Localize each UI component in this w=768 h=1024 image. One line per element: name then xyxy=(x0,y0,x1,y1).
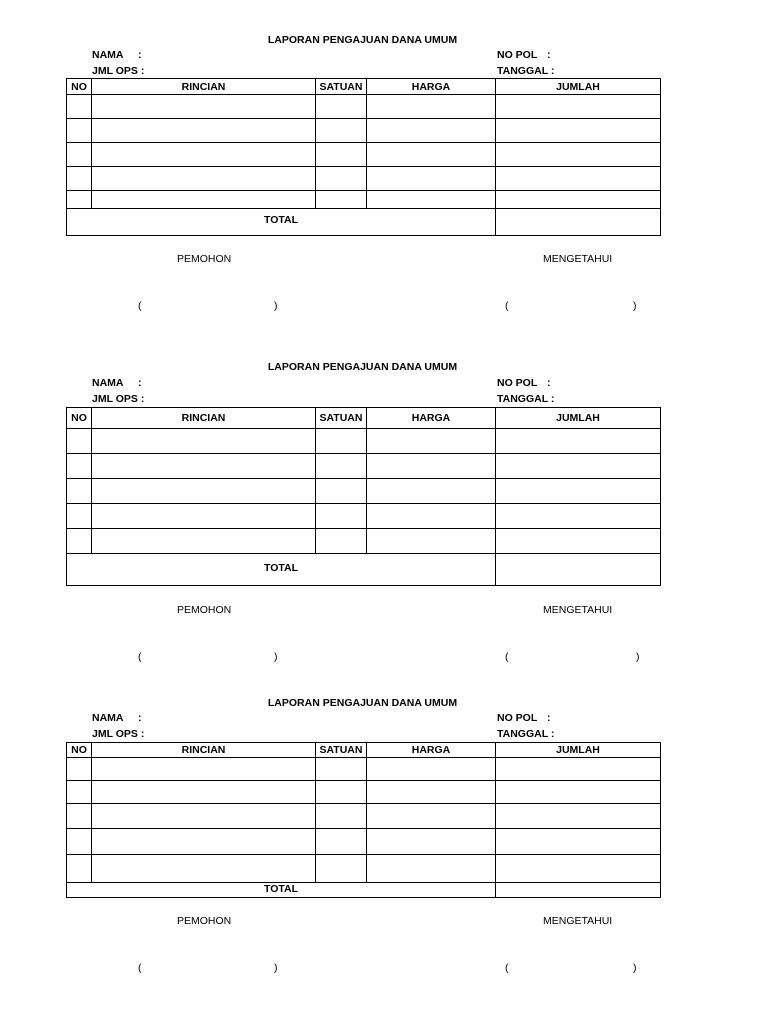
pemohon-sign-open-paren: ( xyxy=(138,962,142,974)
total-label: TOTAL xyxy=(67,209,496,236)
cell-satuan[interactable] xyxy=(316,804,367,829)
header-no: NO xyxy=(67,79,92,95)
cell-jumlah[interactable] xyxy=(496,529,661,554)
table-row xyxy=(67,454,661,479)
tanggal-label: TANGGAL : xyxy=(497,393,555,405)
cell-rincian[interactable] xyxy=(92,167,316,191)
jml-ops-label: JML OPS : xyxy=(92,728,145,740)
no-pol-label: NO POL xyxy=(497,49,538,61)
cell-no[interactable] xyxy=(67,855,92,883)
pemohon-sign-open-paren: ( xyxy=(138,300,142,312)
cell-rincian[interactable] xyxy=(92,504,316,529)
total-value-cell[interactable] xyxy=(496,209,661,236)
cell-no[interactable] xyxy=(67,167,92,191)
pemohon-sign-close-paren: ) xyxy=(274,651,278,663)
cell-harga[interactable] xyxy=(367,855,496,883)
cell-harga[interactable] xyxy=(367,191,496,209)
header-no: NO xyxy=(67,743,92,758)
form-title: LAPORAN PENGAJUAN DANA UMUM xyxy=(267,361,458,373)
cell-harga[interactable] xyxy=(367,143,496,167)
mengetahui-sign-close-paren: ) xyxy=(636,651,640,663)
mengetahui-sign-open-paren: ( xyxy=(505,651,509,663)
cell-satuan[interactable] xyxy=(316,454,367,479)
table-row xyxy=(67,479,661,504)
table-header-row xyxy=(67,743,661,758)
cell-harga[interactable] xyxy=(367,429,496,454)
header-harga: HARGA xyxy=(367,79,496,95)
table-row xyxy=(67,119,661,143)
cell-satuan[interactable] xyxy=(316,429,367,454)
cell-harga[interactable] xyxy=(367,167,496,191)
cell-no[interactable] xyxy=(67,758,92,781)
table-header-row xyxy=(67,79,661,95)
mengetahui-label: MENGETAHUI xyxy=(543,253,613,265)
cell-harga[interactable] xyxy=(367,781,496,804)
cell-jumlah[interactable] xyxy=(496,167,661,191)
cell-rincian[interactable] xyxy=(92,781,316,804)
header-jumlah: JUMLAH xyxy=(496,79,661,95)
tanggal-label: TANGGAL : xyxy=(497,65,555,77)
dana-table xyxy=(66,742,661,898)
table-header-row xyxy=(67,408,661,429)
pemohon-label: PEMOHON xyxy=(177,604,232,616)
header-jumlah: JUMLAH xyxy=(496,743,661,758)
cell-satuan[interactable] xyxy=(316,479,367,504)
cell-jumlah[interactable] xyxy=(496,119,661,143)
cell-harga[interactable] xyxy=(367,504,496,529)
cell-rincian[interactable] xyxy=(92,529,316,554)
cell-satuan[interactable] xyxy=(316,529,367,554)
pemohon-sign-close-paren: ) xyxy=(274,300,278,312)
cell-jumlah[interactable] xyxy=(496,504,661,529)
cell-rincian[interactable] xyxy=(92,191,316,209)
pemohon-sign-open-paren: ( xyxy=(138,651,142,663)
no-pol-colon: : xyxy=(547,377,551,389)
header-satuan: SATUAN xyxy=(316,743,367,758)
form-title: LAPORAN PENGAJUAN DANA UMUM xyxy=(267,34,458,46)
header-jumlah: JUMLAH xyxy=(496,408,661,429)
jml-ops-label: JML OPS : xyxy=(92,65,145,77)
cell-no[interactable] xyxy=(67,529,92,554)
cell-harga[interactable] xyxy=(367,804,496,829)
cell-rincian[interactable] xyxy=(92,804,316,829)
cell-satuan[interactable] xyxy=(316,829,367,855)
cell-satuan[interactable] xyxy=(316,143,367,167)
nama-label: NAMA xyxy=(92,712,124,724)
mengetahui-sign-close-paren: ) xyxy=(633,962,637,974)
cell-satuan[interactable] xyxy=(316,855,367,883)
cell-rincian[interactable] xyxy=(92,119,316,143)
table-row xyxy=(67,829,661,855)
cell-no[interactable] xyxy=(67,429,92,454)
cell-jumlah[interactable] xyxy=(496,781,661,804)
no-pol-colon: : xyxy=(547,712,551,724)
cell-satuan[interactable] xyxy=(316,95,367,119)
cell-jumlah[interactable] xyxy=(496,454,661,479)
no-pol-label: NO POL xyxy=(497,712,538,724)
nama-colon: : xyxy=(138,49,142,61)
cell-satuan[interactable] xyxy=(316,167,367,191)
table-row xyxy=(67,167,661,191)
nama-colon: : xyxy=(138,377,142,389)
table-row xyxy=(67,758,661,781)
cell-jumlah[interactable] xyxy=(496,191,661,209)
cell-satuan[interactable] xyxy=(316,504,367,529)
cell-jumlah[interactable] xyxy=(496,143,661,167)
nama-label: NAMA xyxy=(92,377,124,389)
cell-rincian[interactable] xyxy=(92,95,316,119)
table-row xyxy=(67,804,661,829)
cell-harga[interactable] xyxy=(367,529,496,554)
cell-no[interactable] xyxy=(67,454,92,479)
total-label: TOTAL xyxy=(67,554,496,586)
cell-satuan[interactable] xyxy=(316,781,367,804)
jml-ops-label: JML OPS : xyxy=(92,393,145,405)
cell-harga[interactable] xyxy=(367,119,496,143)
cell-satuan[interactable] xyxy=(316,191,367,209)
cell-satuan[interactable] xyxy=(316,119,367,143)
mengetahui-sign-open-paren: ( xyxy=(505,300,509,312)
cell-rincian[interactable] xyxy=(92,829,316,855)
header-rincian: RINCIAN xyxy=(92,79,316,95)
cell-harga[interactable] xyxy=(367,479,496,504)
header-harga: HARGA xyxy=(367,408,496,429)
table-row xyxy=(67,855,661,883)
mengetahui-label: MENGETAHUI xyxy=(543,604,613,616)
table-row xyxy=(67,95,661,119)
nama-label: NAMA xyxy=(92,49,124,61)
cell-rincian[interactable] xyxy=(92,758,316,781)
table-row xyxy=(67,529,661,554)
cell-jumlah[interactable] xyxy=(496,758,661,781)
cell-jumlah[interactable] xyxy=(496,829,661,855)
dana-table xyxy=(66,407,661,586)
cell-no[interactable] xyxy=(67,479,92,504)
nama-colon: : xyxy=(138,712,142,724)
cell-rincian[interactable] xyxy=(92,454,316,479)
header-satuan: SATUAN xyxy=(316,79,367,95)
pemohon-sign-close-paren: ) xyxy=(274,962,278,974)
cell-harga[interactable] xyxy=(367,454,496,479)
cell-satuan[interactable] xyxy=(316,758,367,781)
cell-no[interactable] xyxy=(67,95,92,119)
cell-no[interactable] xyxy=(67,804,92,829)
no-pol-label: NO POL xyxy=(497,377,538,389)
total-value-cell[interactable] xyxy=(496,554,661,586)
header-no: NO xyxy=(67,408,92,429)
cell-jumlah[interactable] xyxy=(496,479,661,504)
header-satuan: SATUAN xyxy=(316,408,367,429)
cell-no[interactable] xyxy=(67,829,92,855)
tanggal-label: TANGGAL : xyxy=(497,728,555,740)
cell-no[interactable] xyxy=(67,143,92,167)
mengetahui-sign-close-paren: ) xyxy=(633,300,637,312)
mengetahui-sign-open-paren: ( xyxy=(505,962,509,974)
cell-rincian[interactable] xyxy=(92,143,316,167)
total-row xyxy=(67,554,661,586)
form-title: LAPORAN PENGAJUAN DANA UMUM xyxy=(267,697,458,709)
cell-rincian[interactable] xyxy=(92,479,316,504)
pemohon-label: PEMOHON xyxy=(177,915,232,927)
cell-no[interactable] xyxy=(67,504,92,529)
header-harga: HARGA xyxy=(367,743,496,758)
header-rincian: RINCIAN xyxy=(92,408,316,429)
cell-harga[interactable] xyxy=(367,95,496,119)
total-label: TOTAL xyxy=(67,883,496,898)
cell-rincian[interactable] xyxy=(92,429,316,454)
cell-jumlah[interactable] xyxy=(496,429,661,454)
cell-jumlah[interactable] xyxy=(496,95,661,119)
total-value-cell[interactable] xyxy=(496,883,661,898)
cell-harga[interactable] xyxy=(367,758,496,781)
cell-jumlah[interactable] xyxy=(496,855,661,883)
dana-table xyxy=(66,78,661,236)
cell-jumlah[interactable] xyxy=(496,804,661,829)
table-row xyxy=(67,143,661,167)
pemohon-label: PEMOHON xyxy=(177,253,232,265)
cell-harga[interactable] xyxy=(367,829,496,855)
cell-no[interactable] xyxy=(67,191,92,209)
table-row xyxy=(67,504,661,529)
table-row xyxy=(67,429,661,454)
header-rincian: RINCIAN xyxy=(92,743,316,758)
cell-no[interactable] xyxy=(67,119,92,143)
table-row xyxy=(67,191,661,209)
total-row xyxy=(67,209,661,236)
cell-rincian[interactable] xyxy=(92,855,316,883)
cell-no[interactable] xyxy=(67,781,92,804)
no-pol-colon: : xyxy=(547,49,551,61)
mengetahui-label: MENGETAHUI xyxy=(543,915,613,927)
table-row xyxy=(67,781,661,804)
total-row xyxy=(67,883,661,898)
